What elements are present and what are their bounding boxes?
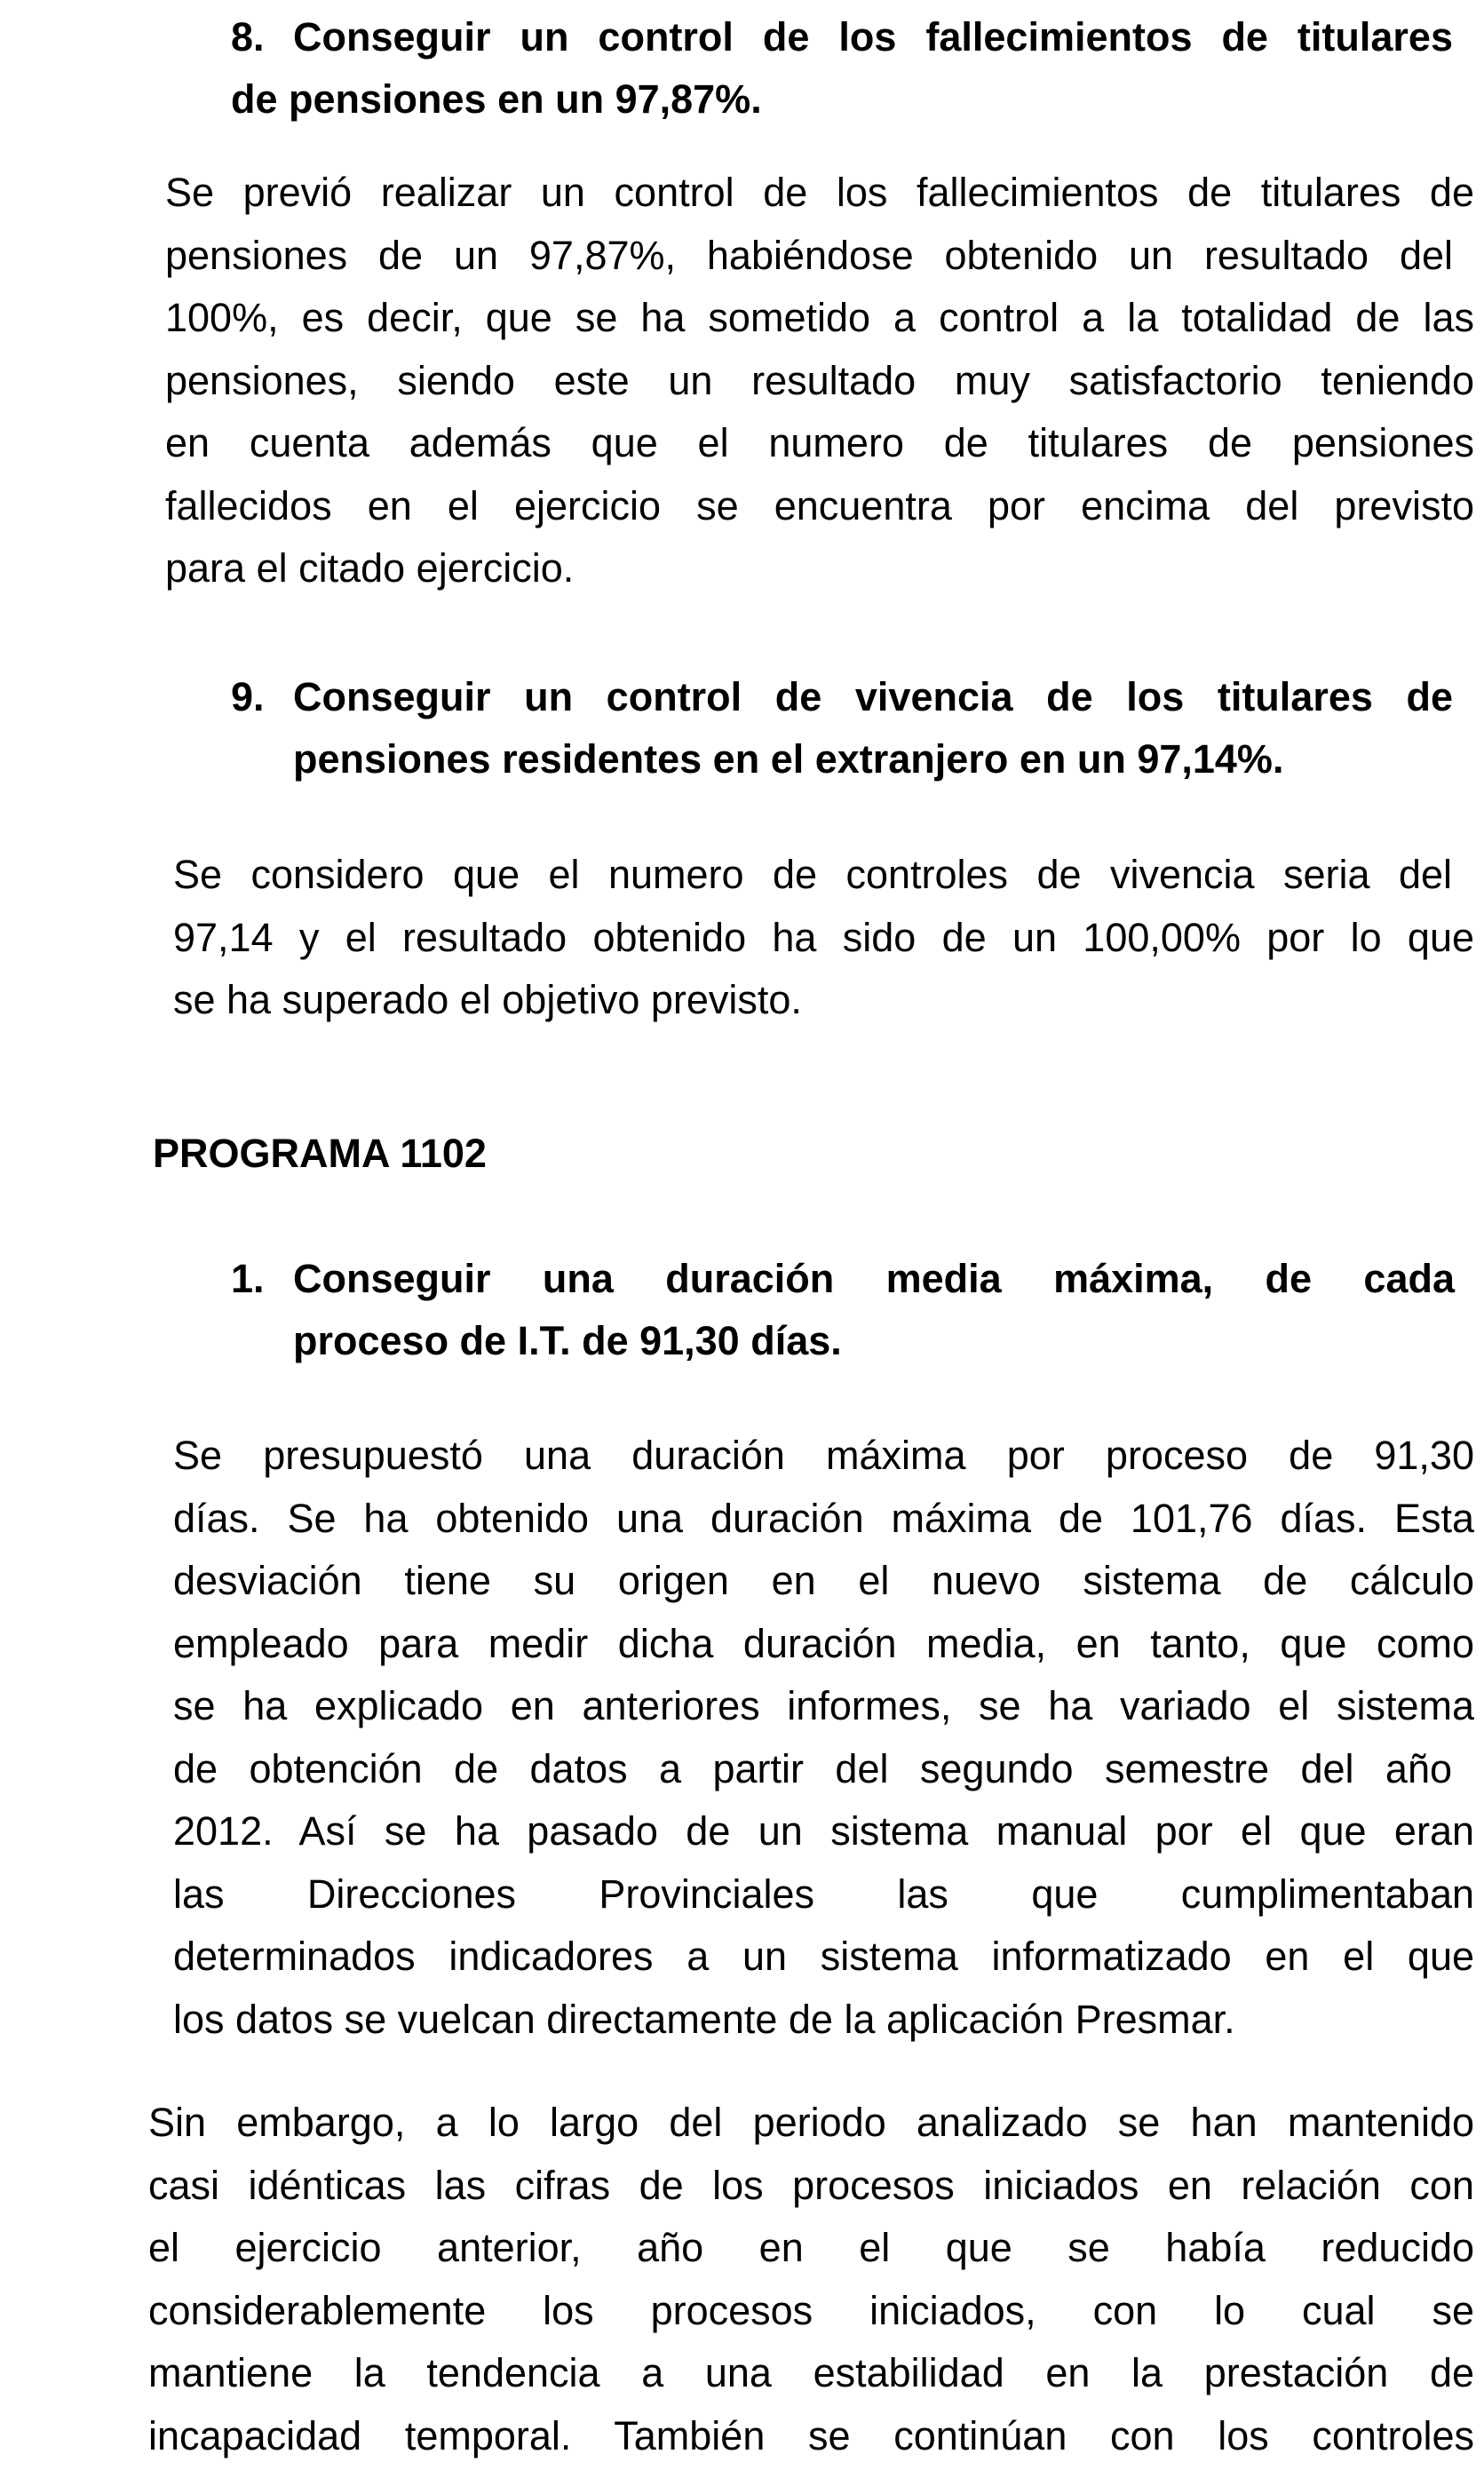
heading-line: Conseguir un control de vivencia de los titulares de xyxy=(293,674,1453,719)
program-title: PROGRAMA 1102 xyxy=(153,1131,487,1176)
paragraph-line: Sin embargo, a lo largo del periodo analizado se han mantenido xyxy=(148,2100,1474,2145)
paragraph-line: 97,14 y el resultado obtenido ha sido de un 100,00% por lo que xyxy=(173,914,1474,960)
heading-line: de pensiones en un 97,87%. xyxy=(231,76,762,122)
paragraph-line: para el citado ejercicio. xyxy=(165,545,575,591)
paragraph-line: 2012. Así se ha pasado de un sistema manual por el que eran xyxy=(173,1808,1474,1854)
paragraph-line: 100%, es decir, que se ha sometido a control a la totalidad de las xyxy=(165,295,1474,340)
paragraph-line: determinados indicadores a un sistema informatizado en el que xyxy=(173,1934,1474,1979)
paragraph-line: empleado para medir dicha duración media, en tanto, que como xyxy=(173,1620,1474,1666)
body-paragraph xyxy=(173,844,1474,1032)
paragraph-line: pensiones, siendo este un resultado muy satisfactorio teniendo xyxy=(165,357,1474,403)
paragraph-line: pensiones de un 97,87%, habiéndose obtenido un resultado del xyxy=(165,232,1453,278)
paragraph-line: el ejercicio anterior, año en el que se había reducido xyxy=(148,2225,1474,2270)
paragraph-line: mantiene la tendencia a una estabilidad en la prestación de xyxy=(148,2350,1474,2395)
objective-number: 1. xyxy=(231,1256,265,1301)
paragraph-line: en cuenta además que el numero de titulares de pensiones xyxy=(165,420,1474,465)
body-paragraph xyxy=(165,162,1474,600)
paragraph-line: los datos se vuelcan directamente de la aplicación Presmar. xyxy=(173,1996,1235,2042)
paragraph-line: fallecidos en el ejercicio se encuentra por encima del previsto xyxy=(165,482,1474,528)
heading-line: proceso de I.T. de 91,30 días. xyxy=(293,1318,842,1363)
heading-line: Conseguir un control de los fallecimientos de titulares xyxy=(293,14,1453,60)
body-paragraph xyxy=(173,1425,1474,2051)
paragraph-line: se ha explicado en anteriores informes, se ha variado el sistema xyxy=(173,1683,1474,1728)
objective-number: 8. xyxy=(231,14,265,60)
paragraph-line: considerablemente los procesos iniciados, con lo cual se xyxy=(148,2287,1474,2333)
paragraph-line: incapacidad temporal. También se continúan con los controles xyxy=(148,2412,1474,2458)
heading-line: pensiones residentes en el extranjero en un 97,14%. xyxy=(293,736,1284,782)
paragraph-line: Se presupuestó una duración máxima por proceso de 91,30 xyxy=(173,1433,1474,1478)
paragraph-line: días. Se ha obtenido una duración máxima de 101,76 días. Esta xyxy=(173,1495,1474,1541)
objective-heading-1 xyxy=(231,1248,1455,1372)
objective-heading-8 xyxy=(231,6,1453,131)
body-paragraph xyxy=(148,2092,1474,2467)
objective-heading-9 xyxy=(231,666,1453,790)
paragraph-line: Se previó realizar un control de los fallecimientos de titulares de xyxy=(165,170,1474,215)
paragraph-line: desviación tiene su origen en el nuevo sistema de cálculo xyxy=(173,1558,1474,1603)
paragraph-line: las Direcciones Provinciales las que cumplimentaban xyxy=(173,1870,1474,1917)
paragraph-line: se ha superado el objetivo previsto. xyxy=(173,977,802,1022)
paragraph-line: Se considero que el numero de controles de vivencia seria del xyxy=(173,852,1452,897)
objective-number: 9. xyxy=(231,674,265,719)
heading-line: Conseguir una duración media máxima, de cada xyxy=(293,1256,1455,1301)
paragraph-line: casi idénticas las cifras de los procesos iniciados en relación con xyxy=(148,2162,1474,2208)
paragraph-line: de obtención de datos a partir del segundo semestre del año xyxy=(173,1745,1452,1791)
